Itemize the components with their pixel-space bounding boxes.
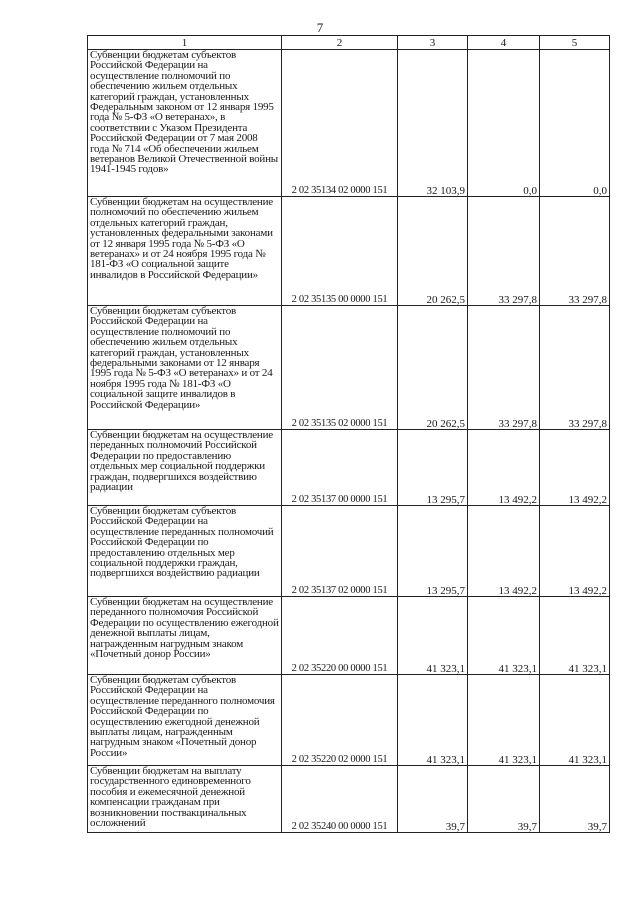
row-value-1: 13 295,7 xyxy=(398,430,468,506)
row-name: Субвенции бюджетам субъектов Российской Федерации на осуществление полномочий по обеспечению жильем отдельных категорий граждан, установленных федеральными законами от 12 января 1995 года № 5-ФЗ «О ветеранах» и от 24 ноября 1995 года № 181-ФЗ «О социальной защите инвалидов в Российской Федерации» xyxy=(88,306,282,430)
row-code: 2 02 35137 00 0000 151 xyxy=(282,430,398,506)
header-row xyxy=(88,36,610,50)
row-value-1: 13 295,7 xyxy=(398,506,468,597)
row-value-3: 0,0 xyxy=(540,50,610,197)
table-row xyxy=(88,197,610,306)
row-name: Субвенции бюджетам на осуществление полномочий по обеспечению жильем отдельных категорий граждан, установленных федеральными законами от 12 января 1995 года № 5-ФЗ «О ветеранах» и от 24 ноября 1995 года № 181-ФЗ «О социальной защите инвалидов в Российской Федерации» xyxy=(88,197,282,306)
column-header: 5 xyxy=(540,36,610,50)
column-header: 2 xyxy=(282,36,398,50)
table-row xyxy=(88,50,610,197)
table-row xyxy=(88,675,610,766)
row-value-3: 13 492,2 xyxy=(540,430,610,506)
row-code: 2 02 35220 00 0000 151 xyxy=(282,597,398,675)
row-value-1: 39,7 xyxy=(398,766,468,833)
row-value-2: 33 297,8 xyxy=(468,306,540,430)
row-value-2: 39,7 xyxy=(468,766,540,833)
row-value-1: 41 323,1 xyxy=(398,597,468,675)
row-name: Субвенции бюджетам на выплату государственного единовременного пособия и ежемесячной денежной компенсации гражданам при возникновении поствакцинальных осложнений xyxy=(88,766,282,833)
row-value-3: 33 297,8 xyxy=(540,197,610,306)
table-row xyxy=(88,306,610,430)
row-value-3: 41 323,1 xyxy=(540,675,610,766)
row-value-2: 13 492,2 xyxy=(468,430,540,506)
row-value-2: 13 492,2 xyxy=(468,506,540,597)
column-header: 1 xyxy=(88,36,282,50)
row-code: 2 02 35240 00 0000 151 xyxy=(282,766,398,833)
row-value-2: 41 323,1 xyxy=(468,675,540,766)
row-code: 2 02 35135 02 0000 151 xyxy=(282,306,398,430)
row-value-3: 13 492,2 xyxy=(540,506,610,597)
row-value-2: 0,0 xyxy=(468,50,540,197)
row-code: 2 02 35135 00 0000 151 xyxy=(282,197,398,306)
row-code: 2 02 35220 02 0000 151 xyxy=(282,675,398,766)
row-value-2: 33 297,8 xyxy=(468,197,540,306)
row-value-3: 41 323,1 xyxy=(540,597,610,675)
row-name: Субвенции бюджетам субъектов Российской Федерации на осуществление переданных полномочий Российской Федерации по предоставлению отдельных мер социальной поддержки граждан, подвергшихся воздействию радиации xyxy=(88,506,282,597)
row-value-1: 20 262,5 xyxy=(398,197,468,306)
row-value-2: 41 323,1 xyxy=(468,597,540,675)
row-name: Субвенции бюджетам субъектов Российской Федерации на осуществление переданного полномочия Российской Федерации по осуществлению ежегодной денежной выплаты лицам, награжденным нагрудным знаком «Почетный донор России» xyxy=(88,675,282,766)
row-name: Субвенции бюджетам субъектов Российской Федерации на осуществление полномочий по обеспечению жильем отдельных категорий граждан, установленных Федеральным законом от 12 января 1995 года № 5-ФЗ «О ветеранах», в соответствии с Указом Президента Российской Федерации от 7 мая 2008 года № 714 «Об обеспечении жильем ветеранов Великой Отечественной войны 1941-1945 годов» xyxy=(88,50,282,197)
row-value-3: 39,7 xyxy=(540,766,610,833)
column-header: 3 xyxy=(398,36,468,50)
table-row xyxy=(88,766,610,833)
row-value-3: 33 297,8 xyxy=(540,306,610,430)
budget-table xyxy=(87,35,610,833)
row-name: Субвенции бюджетам на осуществление переданного полномочия Российской Федерации по осуществлению ежегодной денежной выплаты лицам, награжденным нагрудным знаком «Почетный донор России» xyxy=(88,597,282,675)
table-row xyxy=(88,506,610,597)
row-code: 2 02 35137 02 0000 151 xyxy=(282,506,398,597)
row-value-1: 41 323,1 xyxy=(398,675,468,766)
page-number: 7 xyxy=(316,20,324,35)
row-value-1: 20 262,5 xyxy=(398,306,468,430)
row-code: 2 02 35134 02 0000 151 xyxy=(282,50,398,197)
row-value-1: 32 103,9 xyxy=(398,50,468,197)
column-header: 4 xyxy=(468,36,540,50)
row-name: Субвенции бюджетам на осуществление переданных полномочий Российской Федерации по предоставлению отдельных мер социальной поддержки граждан, подвергшихся воздействию радиации xyxy=(88,430,282,506)
table-row xyxy=(88,430,610,506)
table-row xyxy=(88,597,610,675)
